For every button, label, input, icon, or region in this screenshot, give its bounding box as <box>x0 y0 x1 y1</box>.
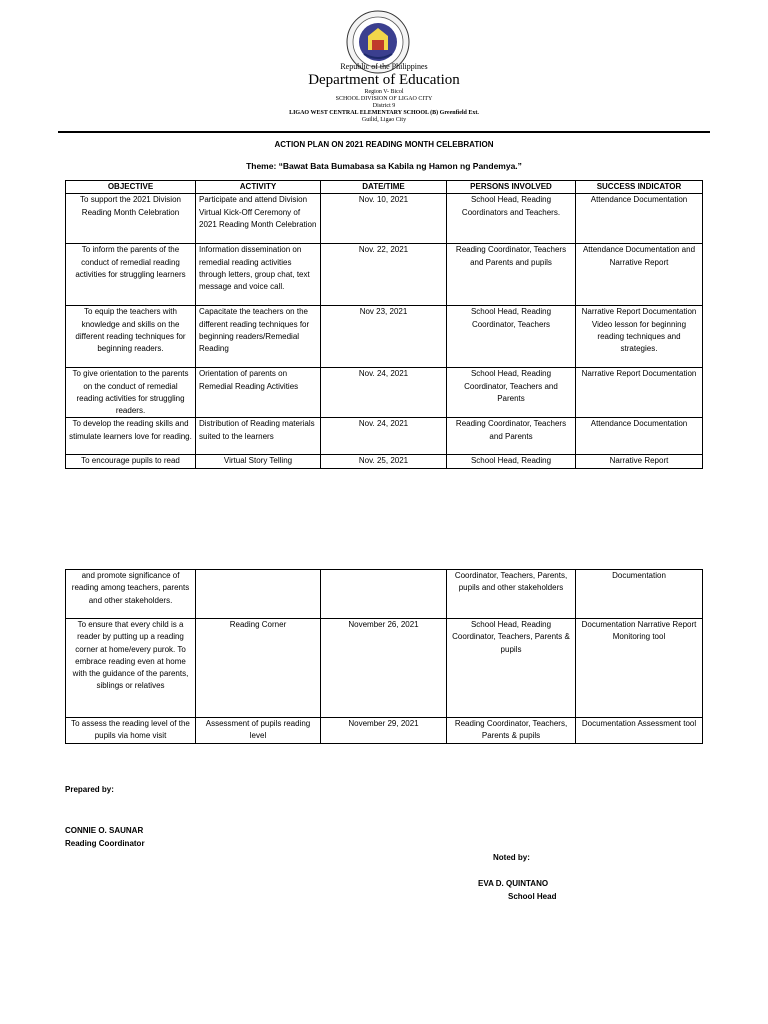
column-header: SUCCESS INDICATOR <box>576 181 703 194</box>
date-cell: Nov. 10, 2021 <box>321 194 447 244</box>
document-theme: Theme: “Bawat Bata Bumabasa sa Kabila ng Hamon ng Pandemya.” <box>246 161 522 171</box>
column-header: PERSONS INVOLVED <box>447 181 576 194</box>
activity-cell: Information dissemination on remedial reading activities through letters, group chat, text message and voice call. <box>196 244 321 306</box>
table-row <box>66 718 703 744</box>
column-header: DATE/TIME <box>321 181 447 194</box>
objective-cell: To give orientation to the parents on the conduct of remedial reading activities for struggling readers. <box>66 368 196 418</box>
indicator-cell: Documentation <box>576 570 703 619</box>
activity-cell <box>196 570 321 619</box>
activity-cell: Participate and attend Division Virtual Kick-Off Ceremony of 2021 Reading Month Celebration <box>196 194 321 244</box>
noted-by-label: Noted by: <box>493 853 530 862</box>
date-cell <box>321 570 447 619</box>
activity-cell: Capacitate the teachers on the different reading techniques for beginning readers/Remedial Reading <box>196 306 321 368</box>
activity-cell: Distribution of Reading materials suited to the learners <box>196 418 321 455</box>
persons-cell: Reading Coordinator, Teachers, Parents & pupils <box>447 718 576 744</box>
date-cell: Nov 23, 2021 <box>321 306 447 368</box>
table-row <box>66 455 703 468</box>
objective-cell: To encourage pupils to read <box>66 455 196 468</box>
date-cell: Nov. 22, 2021 <box>321 244 447 306</box>
activity-cell: Orientation of parents on Remedial Reading Activities <box>196 368 321 418</box>
persons-cell: School Head, Reading Coordinator, Teachers <box>447 306 576 368</box>
column-header: ACTIVITY <box>196 181 321 194</box>
table-row <box>66 194 703 244</box>
school-label: LIGAO WEST CENTRAL ELEMENTARY SCHOOL (B) Greenfield Ext. <box>289 110 479 116</box>
indicator-cell: Attendance Documentation <box>576 418 703 455</box>
date-cell: November 29, 2021 <box>321 718 447 744</box>
persons-cell: School Head, Reading Coordinator, Teachers and Parents <box>447 368 576 418</box>
action-plan-table-continued <box>65 569 703 744</box>
objective-cell: and promote significance of reading among teachers, parents and other stakeholders. <box>66 570 196 619</box>
objective-cell: To assess the reading level of the pupils via home visit <box>66 718 196 744</box>
division-label: SCHOOL DIVISION OF LIGAO CITY <box>335 96 433 102</box>
table-row <box>66 570 703 619</box>
date-cell: Nov. 24, 2021 <box>321 418 447 455</box>
objective-cell: To support the 2021 Division Reading Month Celebration <box>66 194 196 244</box>
indicator-cell: Narrative Report Documentation Video lesson for beginning reading techniques and strategies. <box>576 306 703 368</box>
noter-role: School Head <box>508 892 557 901</box>
table-row <box>66 619 703 718</box>
objective-cell: To inform the parents of the conduct of remedial reading activities for struggling learners <box>66 244 196 306</box>
date-cell: Nov. 25, 2021 <box>321 455 447 468</box>
indicator-cell: Attendance Documentation and Narrative Report <box>576 244 703 306</box>
header-divider <box>58 131 710 133</box>
objective-cell: To equip the teachers with knowledge and skills on the different reading techniques for beginning readers. <box>66 306 196 368</box>
persons-cell: Reading Coordinator, Teachers and Parents and pupils <box>447 244 576 306</box>
persons-cell: Coordinator, Teachers, Parents, pupils and other stakeholders <box>447 570 576 619</box>
preparer-role: Reading Coordinator <box>65 839 145 848</box>
indicator-cell: Documentation Assessment tool <box>576 718 703 744</box>
objective-cell: To develop the reading skills and stimulate learners love for reading. <box>66 418 196 455</box>
prepared-by-label: Prepared by: <box>65 785 114 794</box>
date-cell: November 26, 2021 <box>321 619 447 718</box>
table-row <box>66 244 703 306</box>
address-label: Guilid, Ligao City <box>361 117 407 123</box>
persons-cell: Reading Coordinator, Teachers and Parents <box>447 418 576 455</box>
activity-cell: Reading Corner <box>196 619 321 718</box>
indicator-cell: Documentation Narrative Report Monitoring tool <box>576 619 703 718</box>
indicator-cell: Attendance Documentation <box>576 194 703 244</box>
date-cell: Nov. 24, 2021 <box>321 368 447 418</box>
persons-cell: School Head, Reading Coordinator, Teachers, Parents & pupils <box>447 619 576 718</box>
republic-label: Republic of the Philippines <box>340 62 428 71</box>
table-row <box>66 418 703 455</box>
table-row <box>66 368 703 418</box>
noter-name: EVA D. QUINTANO <box>478 879 549 888</box>
table-row <box>66 306 703 368</box>
preparer-name: CONNIE O. SAUNAR <box>65 826 144 835</box>
document-title: ACTION PLAN ON 2021 READING MONTH CELEBRATION <box>274 140 494 149</box>
region-label: Region V- Bicol <box>364 89 404 95</box>
activity-cell: Virtual Story Telling <box>196 455 321 468</box>
table-header-row <box>66 181 703 194</box>
action-plan-table <box>65 180 703 469</box>
district-label: District 9 <box>372 103 396 109</box>
department-title: Department of Education <box>308 72 460 88</box>
persons-cell: School Head, Reading Coordinators and Teachers. <box>447 194 576 244</box>
indicator-cell: Narrative Report <box>576 455 703 468</box>
column-header: OBJECTIVE <box>66 181 196 194</box>
objective-cell: To ensure that every child is a reader by putting up a reading corner at home/every purok. To embrace reading even at home with the guidance of the parents, siblings or relatives <box>66 619 196 718</box>
indicator-cell: Narrative Report Documentation <box>576 368 703 418</box>
persons-cell: School Head, Reading <box>447 455 576 468</box>
activity-cell: Assessment of pupils reading level <box>196 718 321 744</box>
